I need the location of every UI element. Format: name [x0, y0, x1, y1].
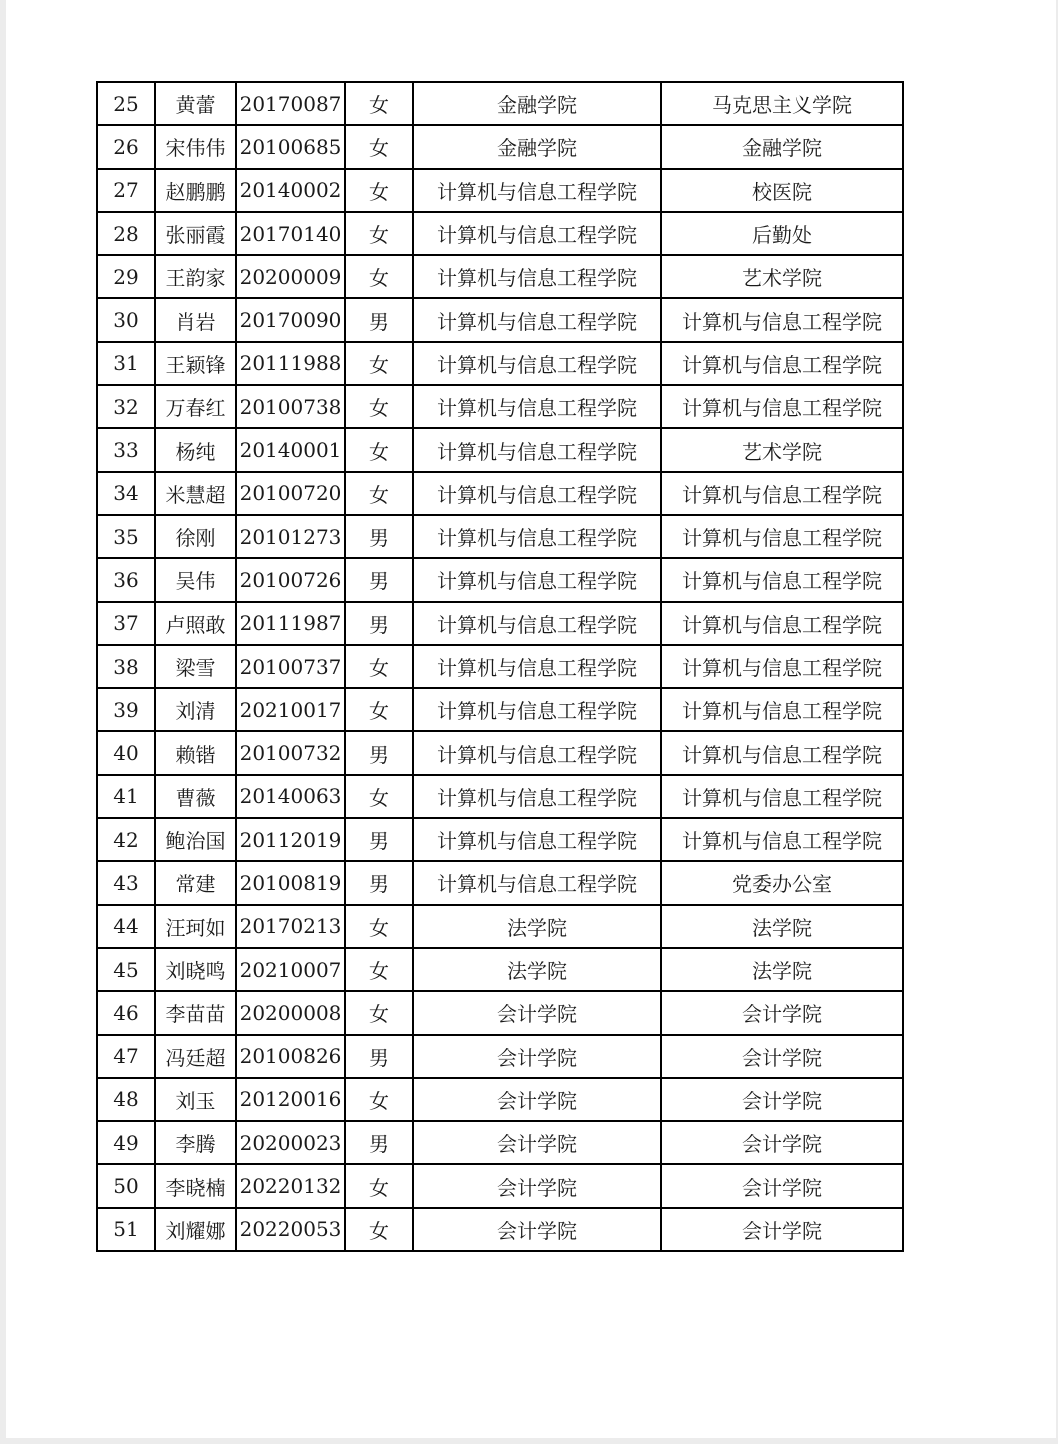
table-row — [97, 125, 903, 168]
cell-staff-id: 20111987 — [236, 602, 345, 645]
document-page — [6, 0, 1056, 1438]
cell-unit-a: 会计学院 — [413, 1121, 661, 1164]
cell-staff-id: 20101273 — [236, 515, 345, 558]
cell-name: 鲍治国 — [155, 818, 236, 861]
table-row — [97, 342, 903, 385]
cell-unit-b: 马克思主义学院 — [661, 82, 903, 125]
cell-gender: 女 — [345, 255, 413, 298]
table-row — [97, 1208, 903, 1251]
cell-unit-b: 法学院 — [661, 948, 903, 991]
cell-staff-id: 20100726 — [236, 558, 345, 601]
cell-name: 冯廷超 — [155, 1035, 236, 1078]
cell-unit-b: 计算机与信息工程学院 — [661, 818, 903, 861]
cell-staff-id: 20140002 — [236, 169, 345, 212]
cell-name: 卢照敢 — [155, 602, 236, 645]
cell-unit-b: 金融学院 — [661, 125, 903, 168]
cell-unit-b: 计算机与信息工程学院 — [661, 515, 903, 558]
table-row — [97, 688, 903, 731]
cell-unit-a: 计算机与信息工程学院 — [413, 818, 661, 861]
table-row — [97, 905, 903, 948]
cell-name: 赖锴 — [155, 731, 236, 774]
cell-unit-b: 会计学院 — [661, 1208, 903, 1251]
cell-gender: 女 — [345, 1208, 413, 1251]
cell-number: 26 — [97, 125, 155, 168]
cell-number: 36 — [97, 558, 155, 601]
cell-name: 王韵家 — [155, 255, 236, 298]
cell-unit-b: 计算机与信息工程学院 — [661, 602, 903, 645]
table-row — [97, 1078, 903, 1121]
cell-unit-b: 计算机与信息工程学院 — [661, 775, 903, 818]
cell-unit-b: 计算机与信息工程学院 — [661, 645, 903, 688]
cell-name: 吴伟 — [155, 558, 236, 601]
cell-number: 44 — [97, 905, 155, 948]
cell-name: 刘玉 — [155, 1078, 236, 1121]
cell-gender: 男 — [345, 1121, 413, 1164]
cell-number: 29 — [97, 255, 155, 298]
cell-number: 41 — [97, 775, 155, 818]
cell-staff-id: 20100826 — [236, 1035, 345, 1078]
cell-gender: 男 — [345, 558, 413, 601]
table-row — [97, 991, 903, 1034]
cell-unit-a: 会计学院 — [413, 1164, 661, 1207]
cell-unit-b: 会计学院 — [661, 991, 903, 1034]
cell-unit-a: 计算机与信息工程学院 — [413, 602, 661, 645]
cell-number: 39 — [97, 688, 155, 731]
cell-staff-id: 20120016 — [236, 1078, 345, 1121]
cell-gender: 男 — [345, 515, 413, 558]
cell-unit-a: 计算机与信息工程学院 — [413, 645, 661, 688]
cell-unit-a: 法学院 — [413, 905, 661, 948]
cell-gender: 男 — [345, 602, 413, 645]
cell-gender: 女 — [345, 905, 413, 948]
cell-name: 刘耀娜 — [155, 1208, 236, 1251]
cell-unit-b: 后勤处 — [661, 212, 903, 255]
cell-unit-a: 金融学院 — [413, 82, 661, 125]
cell-unit-a: 会计学院 — [413, 1035, 661, 1078]
cell-staff-id: 20140063 — [236, 775, 345, 818]
cell-name: 米慧超 — [155, 472, 236, 515]
table-row — [97, 861, 903, 904]
cell-staff-id: 20140001 — [236, 428, 345, 471]
cell-unit-b: 党委办公室 — [661, 861, 903, 904]
cell-name: 万春红 — [155, 385, 236, 428]
cell-staff-id: 20100732 — [236, 731, 345, 774]
table-row — [97, 1164, 903, 1207]
cell-gender: 女 — [345, 1078, 413, 1121]
cell-unit-b: 校医院 — [661, 169, 903, 212]
cell-gender: 男 — [345, 818, 413, 861]
table-row — [97, 298, 903, 341]
cell-number: 35 — [97, 515, 155, 558]
cell-staff-id: 20170087 — [236, 82, 345, 125]
cell-name: 刘晓鸣 — [155, 948, 236, 991]
cell-name: 王颖锋 — [155, 342, 236, 385]
table-row — [97, 775, 903, 818]
cell-unit-a: 计算机与信息工程学院 — [413, 515, 661, 558]
cell-gender: 女 — [345, 775, 413, 818]
cell-gender: 女 — [345, 385, 413, 428]
cell-staff-id: 20170140 — [236, 212, 345, 255]
cell-unit-a: 计算机与信息工程学院 — [413, 472, 661, 515]
cell-number: 38 — [97, 645, 155, 688]
cell-name: 汪珂如 — [155, 905, 236, 948]
cell-gender: 女 — [345, 428, 413, 471]
cell-staff-id: 20100737 — [236, 645, 345, 688]
table-row — [97, 515, 903, 558]
cell-number: 46 — [97, 991, 155, 1034]
table-row — [97, 212, 903, 255]
cell-gender: 女 — [345, 948, 413, 991]
cell-gender: 女 — [345, 125, 413, 168]
cell-staff-id: 20100720 — [236, 472, 345, 515]
table-row — [97, 169, 903, 212]
staff-table-body — [97, 82, 903, 1251]
cell-unit-b: 计算机与信息工程学院 — [661, 472, 903, 515]
cell-name: 常建 — [155, 861, 236, 904]
cell-number: 45 — [97, 948, 155, 991]
cell-name: 梁雪 — [155, 645, 236, 688]
cell-staff-id: 20200009 — [236, 255, 345, 298]
cell-number: 32 — [97, 385, 155, 428]
cell-gender: 男 — [345, 861, 413, 904]
cell-staff-id: 20170213 — [236, 905, 345, 948]
cell-gender: 男 — [345, 731, 413, 774]
cell-unit-a: 计算机与信息工程学院 — [413, 861, 661, 904]
cell-unit-b: 会计学院 — [661, 1078, 903, 1121]
table-row — [97, 255, 903, 298]
cell-gender: 男 — [345, 1035, 413, 1078]
cell-number: 40 — [97, 731, 155, 774]
table-row — [97, 602, 903, 645]
cell-unit-b: 会计学院 — [661, 1121, 903, 1164]
cell-staff-id: 20100685 — [236, 125, 345, 168]
cell-gender: 女 — [345, 645, 413, 688]
cell-number: 51 — [97, 1208, 155, 1251]
cell-gender: 女 — [345, 688, 413, 731]
cell-unit-b: 计算机与信息工程学院 — [661, 558, 903, 601]
cell-number: 33 — [97, 428, 155, 471]
cell-number: 48 — [97, 1078, 155, 1121]
table-row — [97, 82, 903, 125]
cell-name: 刘清 — [155, 688, 236, 731]
cell-staff-id: 20170090 — [236, 298, 345, 341]
cell-staff-id: 20210007 — [236, 948, 345, 991]
cell-unit-a: 会计学院 — [413, 1078, 661, 1121]
cell-gender: 女 — [345, 342, 413, 385]
table-row — [97, 1121, 903, 1164]
cell-unit-a: 计算机与信息工程学院 — [413, 212, 661, 255]
cell-unit-b: 计算机与信息工程学院 — [661, 688, 903, 731]
table-row — [97, 1035, 903, 1078]
cell-gender: 女 — [345, 472, 413, 515]
cell-name: 张丽霞 — [155, 212, 236, 255]
table-row — [97, 472, 903, 515]
cell-name: 黄蕾 — [155, 82, 236, 125]
cell-name: 徐刚 — [155, 515, 236, 558]
cell-unit-b: 艺术学院 — [661, 255, 903, 298]
cell-number: 30 — [97, 298, 155, 341]
cell-number: 31 — [97, 342, 155, 385]
cell-gender: 女 — [345, 212, 413, 255]
table-row — [97, 385, 903, 428]
cell-unit-b: 计算机与信息工程学院 — [661, 731, 903, 774]
cell-unit-b: 会计学院 — [661, 1164, 903, 1207]
cell-unit-a: 计算机与信息工程学院 — [413, 298, 661, 341]
cell-unit-b: 计算机与信息工程学院 — [661, 298, 903, 341]
cell-unit-a: 计算机与信息工程学院 — [413, 342, 661, 385]
staff-table — [96, 81, 904, 1252]
cell-unit-a: 会计学院 — [413, 1208, 661, 1251]
cell-gender: 男 — [345, 298, 413, 341]
cell-number: 34 — [97, 472, 155, 515]
table-row — [97, 948, 903, 991]
cell-unit-b: 会计学院 — [661, 1035, 903, 1078]
cell-name: 曹薇 — [155, 775, 236, 818]
cell-number: 37 — [97, 602, 155, 645]
cell-staff-id: 20200023 — [236, 1121, 345, 1164]
cell-name: 杨纯 — [155, 428, 236, 471]
cell-number: 47 — [97, 1035, 155, 1078]
cell-unit-a: 会计学院 — [413, 991, 661, 1034]
cell-staff-id: 20200008 — [236, 991, 345, 1034]
cell-unit-b: 法学院 — [661, 905, 903, 948]
cell-unit-a: 金融学院 — [413, 125, 661, 168]
cell-staff-id: 20220053 — [236, 1208, 345, 1251]
cell-staff-id: 20100738 — [236, 385, 345, 428]
cell-name: 李腾 — [155, 1121, 236, 1164]
cell-number: 43 — [97, 861, 155, 904]
cell-staff-id: 20100819 — [236, 861, 345, 904]
cell-staff-id: 20220132 — [236, 1164, 345, 1207]
cell-number: 28 — [97, 212, 155, 255]
cell-staff-id: 20112019 — [236, 818, 345, 861]
cell-name: 肖岩 — [155, 298, 236, 341]
table-row — [97, 818, 903, 861]
cell-unit-a: 计算机与信息工程学院 — [413, 169, 661, 212]
cell-gender: 女 — [345, 82, 413, 125]
cell-unit-a: 计算机与信息工程学院 — [413, 255, 661, 298]
cell-unit-a: 计算机与信息工程学院 — [413, 558, 661, 601]
cell-name: 李苗苗 — [155, 991, 236, 1034]
table-row — [97, 731, 903, 774]
table-row — [97, 645, 903, 688]
cell-unit-b: 计算机与信息工程学院 — [661, 385, 903, 428]
cell-number: 50 — [97, 1164, 155, 1207]
cell-name: 赵鹏鹏 — [155, 169, 236, 212]
cell-number: 42 — [97, 818, 155, 861]
cell-unit-b: 艺术学院 — [661, 428, 903, 471]
cell-gender: 女 — [345, 169, 413, 212]
cell-number: 49 — [97, 1121, 155, 1164]
cell-number: 27 — [97, 169, 155, 212]
table-row — [97, 428, 903, 471]
cell-unit-a: 计算机与信息工程学院 — [413, 688, 661, 731]
cell-number: 25 — [97, 82, 155, 125]
cell-name: 李晓楠 — [155, 1164, 236, 1207]
table-row — [97, 558, 903, 601]
cell-unit-a: 法学院 — [413, 948, 661, 991]
cell-unit-a: 计算机与信息工程学院 — [413, 731, 661, 774]
cell-staff-id: 20210017 — [236, 688, 345, 731]
cell-unit-a: 计算机与信息工程学院 — [413, 385, 661, 428]
cell-gender: 女 — [345, 991, 413, 1034]
cell-name: 宋伟伟 — [155, 125, 236, 168]
cell-unit-b: 计算机与信息工程学院 — [661, 342, 903, 385]
cell-unit-a: 计算机与信息工程学院 — [413, 775, 661, 818]
cell-unit-a: 计算机与信息工程学院 — [413, 428, 661, 471]
cell-gender: 女 — [345, 1164, 413, 1207]
cell-staff-id: 20111988 — [236, 342, 345, 385]
